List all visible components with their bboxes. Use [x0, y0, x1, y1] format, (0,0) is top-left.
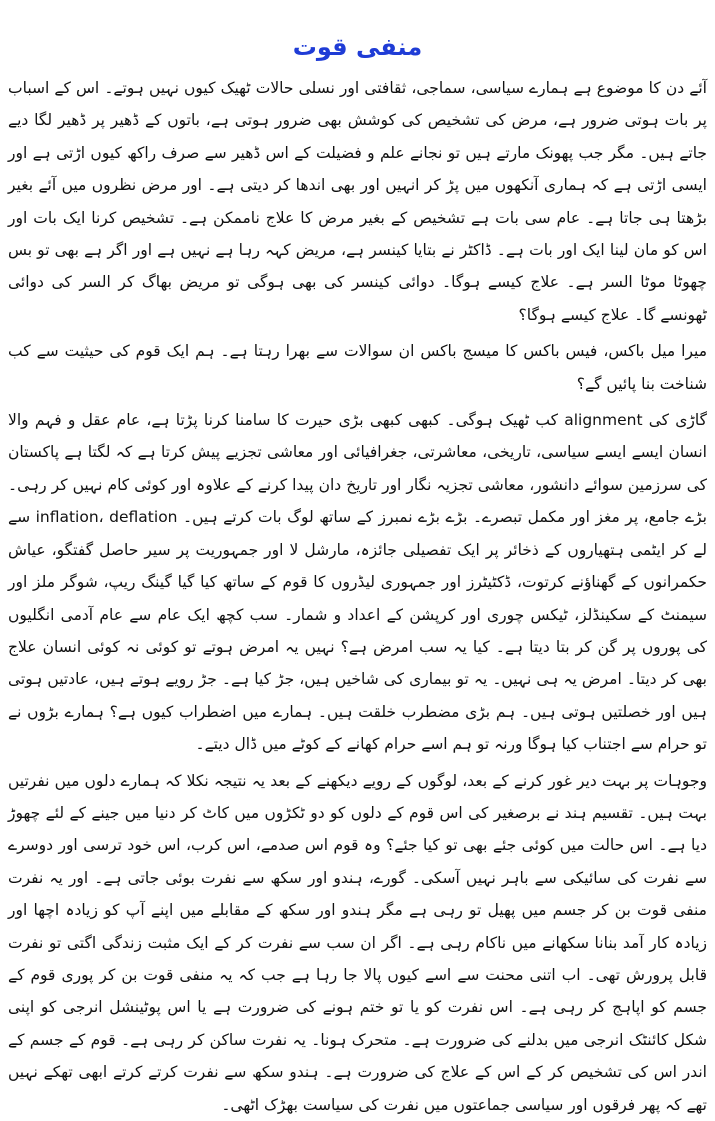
- article-title: منفی قوت: [292, 33, 423, 61]
- article-paragraph-1: آئے دن کا موضوع ہے ہمارے سیاسی، سماجی، ثقافتی اور نسلی حالات ٹھیک کیوں نہیں ہوتے۔ اس کے اسباب پر بات ہوتی ضرور ہے، مرض کی تشخیص کی کوشش بھی ضرور ہوتی ہے، باتوں کے ڈھیر پر ڈھیر لگا دیے جاتے ہیں۔ مگر جب پھونک مارتے ہیں تو نجانے علم و فضیلت کے اس ڈھیر سے صرف راکھ کیوں اڑتی ہے اور ایسی اڑتی ہے کہ ہماری آنکھوں میں پڑ کر انہیں اور بھی اندھا کر دیتی ہے۔ اور مرض نظروں میں آئے بغیر بڑھتا ہی جاتا ہے۔ عام سی بات ہے تشخیص کے بغیر مرض کا علاج ناممکن ہے۔ تشخیص کرنا ایک بات اور اس کو مان لینا ایک اور بات ہے۔ ڈاکٹر نے بتایا کینسر ہے، مریض کہہ رہا ہے نہیں ہے اور اگر ہے بھی تو بس چھوٹا موٹا السر ہے۔ علاج کیسے ہوگا۔ دوائی کینسر کی بھی ہوگی تو مریض بھاگ کر السر کی دوائی ٹھونسے گا۔ علاج کیسے ہوگا؟: [8, 79, 707, 324]
- article-paragraph-4: وجوہات پر بہت دیر غور کرنے کے بعد، لوگوں کے رویے دیکھنے کے بعد یہ نتیجہ نکلا کہ ہمارے دلوں میں نفرتیں بہت ہیں۔ تقسیم ہند نے برصغیر کی اس قوم کے دلوں کو دو ٹکڑوں میں کاٹ کر دنیا میں جینے کے لئے چھوڑ دیا ہے۔ اس حالت میں کوئی جئے بھی تو کیا جئے؟ وہ قوم اس صدمے، اس کرب، اس خود ترسی اور دوسرے سے نفرت کی سائیکی سے باہر نہیں آسکی۔ گورے، ہندو اور سکھ سے نفرت بوئی جاتی ہے۔ اور یہ نفرت منفی قوت بن کر جسم میں پھیل تو رہی ہے مگر ہندو اور سکھ کے مقابلے میں اپنے آپ کو زیادہ اچھا اور زیادہ کار آمد بنانا سکھانے میں ناکام رہی ہے۔ اگر ان سب سے نفرت کر کے ایک مثبت زندگی اگتی تو نفرت قابل پرورش تھی۔ اب اتنی محنت سے اسے کیوں پالا جا رہا ہے جب کہ یہ منفی قوت بن کر پوری قوم کے جسم کو اپاہج کر رہی ہے۔ اس نفرت کو یا تو ختم ہونے کی ضرورت ہے یا اس پوٹینشل انرجی کو اپنی شکل کائنٹک انرجی میں بدلنے کی ضرورت ہے۔ متحرک ہونا۔ یہ نفرت ساکن کر رہی ہے۔ قوم کے جسم کے اندر اس کی تشخیص کر کے اس کے علاج کی ضرورت ہے۔ ہندو سکھ سے نفرت کرتے کرتے ابھی تھکے نہیں تھے کہ پھر فرقوں اور سیاسی جماعتوں میں نفرت کی سیاست بھڑک اٹھی۔: [8, 771, 707, 1114]
- article-paragraph-2: میرا میل باکس، فیس باکس کا میسج باکس ان سوالات سے بھرا رہتا ہے۔ ہم ایک قوم کی حیثیت سے کب شناخت بنا پائیں گے؟: [8, 342, 707, 393]
- article-paragraph-3: گاڑی کی alignment کب ٹھیک ہوگی۔ کبھی کبھی بڑی حیرت کا سامنا کرنا پڑتا ہے، عام عقل و فہم والا انسان ایسے ایسے سیاسی، تاریخی، معاشرتی، جغرافیائی اور معاشی تجزیے پیش کرتا ہے کہ لگتا ہے پاکستان کی سرزمین سوائے دانشور، معاشی تجزیہ نگار اور تاریخ دان پیدا کرنے کے علاوہ اور کوئی کام نہیں کر رہی۔ بڑے جامع، پر مغز اور مکمل تبصرے۔ بڑے بڑے نمبرز کے ساتھ لوگ بات کرتے ہیں۔ inflation، deflation سے لے کر ایٹمی ہتھیاروں کے ذخائر پر ایک تفصیلی جائزہ، مارشل لا اور جمہوریت پر سیر حاصل گفتگو، عیاش حکمرانوں کے گھناؤنے کرتوت، ڈکٹیٹرز اور جمہوری لیڈروں کا قوم کے ساتھ کیا گیا گینگ ریپ، شوگر ملز اور سیمنٹ کے سکینڈلز، ٹیکس چوری اور کرپشن کے اعداد و شمار۔ سب کچھ ایک عام سے عام آدمی انگلیوں کی پوروں پر گن کر بتا دیتا ہے۔ کیا یہ سب امرض ہے؟ نہیں یہ امرض ہوتے تو کوئی نہ کوئی انسان علاج بھی کر دیتا۔ امرض یہ ہی نہیں۔ یہ تو بیماری کی شاخیں ہیں، جڑ کیا ہے۔ جڑ رویے ہوتے ہیں، عادتیں ہوتی ہیں اور خصلتیں ہوتی ہیں۔ ہم بڑی مضطرب خلقت ہیں۔ ہمارے میں اضطراب کیوں ہے؟ ہمارے بڑوں نے تو حرام سے اجتناب کیا ہوگا ورنہ تو ہم اسے حرام کھانے کے کوٹے میں ڈال دیتے۔: [8, 411, 707, 754]
